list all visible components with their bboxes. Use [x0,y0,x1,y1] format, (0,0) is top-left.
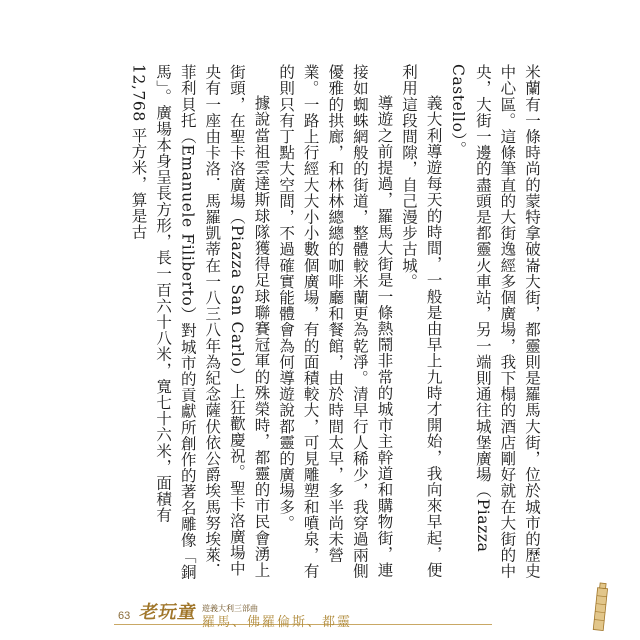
page-footer [92,594,562,634]
book-subtitle: 羅馬、佛羅倫斯、都靈 [202,615,353,630]
book-logo: 老玩童 [137,602,199,623]
paragraph-4: 據說當祖雲達斯球隊獲得足球聯賽冠軍的殊榮時，都靈的市民會湧上街頭，在聖卡洛廣場（Piazza San Carlo）上狂歡慶祝。聖卡洛廣場中央有一座由卡洛．馬羅凱蒂在一八三八年為紀念薩伏依公爵埃馬努埃萊．菲利貝托（Emanuele Filiberto）對城市的貢獻所創作的著名雕像「銅馬」。廣場本身呈長方形，長一百六十八米，寬七十六米，面積有 12,768 平方米，算是古 [129,64,271,581]
vertical-text-block [126,64,544,584]
paragraph-2: 義大利導遊每天的時間，一般是由早上九時才開始，我向來早起，便利用這段間隙，自己漫步古城。 [400,64,443,578]
series-label: 遊義大利三部曲 [202,604,258,613]
leaning-tower-icon [587,582,609,632]
page-number: 63 [118,610,131,622]
paragraph-3: 導遊之前提過，羅馬大街是一條熱鬧非常的城市主幹道和購物街，連接如蜘蛛網般的街道，整體較米蘭更為乾淨。清早行人稀少，我穿過兩側優雅的拱廊，和林林總總的咖啡廳和餐館，由於時間太早，多半尚未營業。一路上行經大大小小數個廣場，有的面積較大，可見雕塑和噴泉，有的則只有丁點大空間，不過確實能體會為何導遊說都靈的廣場多。 [277,64,394,580]
paragraph-1: 米蘭有一條時尚的蒙特拿破崙大街，都靈則是羅馬大街，位於城市的歷史中心區。這條筆直的大街逸經多個廣場，我下榻的酒店剛好就在大街的中央，大街一邊的盡頭是都靈火車站，另一端則通往城堡廣場（Piazza Castello）。 [449,64,541,580]
